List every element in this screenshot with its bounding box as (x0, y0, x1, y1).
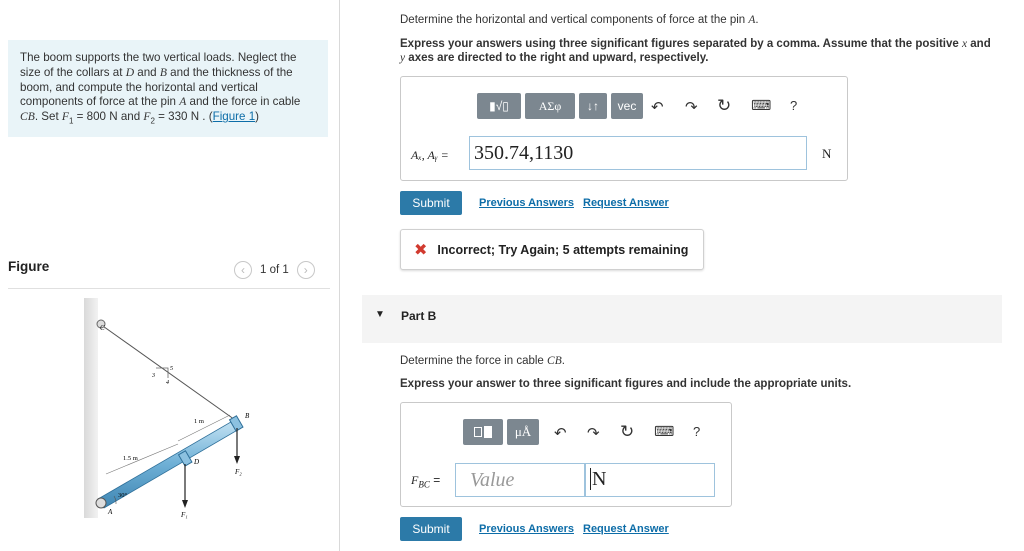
keyboard-icon[interactable]: ⌨ (654, 423, 675, 439)
figure-page-count: 1 of 1 (260, 264, 289, 276)
part-a-instructions-1: Express your answers using three significant figures separated by a comma. Assume that the positive x and (400, 38, 991, 50)
error-x-icon: ✖ (414, 241, 428, 259)
part-b-answer-box (400, 402, 732, 507)
problem-line: boom, and compute the horizontal and vertical (20, 80, 258, 94)
part-a-instructions-2: y axes are directed to the right and upward, respectively. (400, 52, 709, 64)
pin-a (96, 498, 106, 508)
slope-5-label: 5 (170, 366, 173, 372)
part-b-submit-button[interactable]: Submit (400, 517, 462, 541)
templates-button[interactable]: ▮√▯ (477, 93, 521, 119)
part-a-answer-input[interactable]: 350.74,1130 (469, 136, 807, 170)
load-f2-head (234, 456, 240, 464)
boom-figure (80, 296, 270, 526)
part-b-title: Part B (401, 309, 437, 323)
greek-button[interactable]: ΑΣφ (525, 93, 575, 119)
arrows-button[interactable]: ↓↑ (579, 93, 607, 119)
slope-triangle (156, 368, 168, 378)
part-a-feedback (400, 229, 704, 270)
collapse-triangle-icon[interactable]: ▼ (375, 309, 385, 320)
problem-line: The boom supports the two vertical loads. Neglect the (20, 51, 297, 64)
redo-icon[interactable]: ↷ (587, 425, 600, 442)
problem-line: CB. Set $F_1 = 800$ N and $F_2 = 330$ N . (Figure 1) (20, 110, 260, 126)
dim-label-1-5m: 1.5 m (123, 455, 138, 462)
label-d: D (194, 458, 200, 466)
part-a-variable-label: Aₓ, Aᵧ = (411, 148, 449, 162)
keyboard-icon[interactable]: ⌨ (751, 97, 772, 113)
angle-label: 30° (118, 492, 128, 499)
part-b-variable-label: $F_{BC}$ = (411, 473, 441, 490)
undo-icon[interactable]: ↶ (554, 425, 567, 442)
slope-4-label: 4 (166, 380, 169, 386)
reset-icon[interactable]: ↻ (620, 422, 635, 441)
chevron-left-icon[interactable]: ‹ (234, 261, 252, 279)
part-a-answer-box (400, 76, 848, 181)
part-a-prompt: Determine the horizontal and vertical components of force at the pin A. (400, 14, 759, 26)
units-button[interactable]: μÅ (507, 419, 539, 445)
divider (8, 288, 330, 289)
undo-icon[interactable]: ↶ (651, 99, 664, 116)
label-f1: F₁ (181, 511, 188, 519)
label-c: C (100, 324, 105, 332)
part-a-request-answer-link[interactable]: Request Answer (583, 197, 669, 209)
label-f2: F₂ (235, 468, 242, 476)
part-b-request-answer-link[interactable]: Request Answer (583, 523, 669, 535)
load-f1-head (182, 500, 188, 508)
part-b-toolbar (463, 419, 539, 445)
figure-link[interactable]: Figure 1 (212, 110, 256, 124)
part-b-units-input[interactable]: N (585, 463, 715, 497)
figure-pager (234, 261, 315, 279)
figure-heading: Figure (8, 259, 50, 274)
help-icon[interactable]: ? (790, 98, 798, 113)
left-panel (0, 0, 340, 551)
part-b-header[interactable] (362, 295, 1002, 343)
redo-icon[interactable]: ↷ (685, 99, 698, 116)
label-b: B (245, 412, 250, 420)
part-b-prompt: Determine the force in cable CB. (400, 355, 565, 367)
problem-line: size of the collars at D and B and the thickness of the (20, 65, 293, 79)
part-a-previous-answers-link[interactable]: Previous Answers (479, 197, 574, 209)
templates-button[interactable] (463, 419, 503, 445)
label-a: A (108, 508, 113, 516)
help-icon[interactable]: ? (693, 424, 701, 439)
part-a-submit-button[interactable]: Submit (400, 191, 462, 215)
problem-statement (8, 40, 328, 137)
vec-button[interactable]: vec (611, 93, 643, 119)
dim-label-1m: 1 m (194, 418, 204, 425)
part-b-value-input[interactable]: Value (455, 463, 585, 497)
wall (84, 298, 98, 518)
cable-cb (100, 324, 238, 422)
slope-3-label: 3 (152, 373, 155, 379)
part-b-previous-answers-link[interactable]: Previous Answers (479, 523, 574, 535)
reset-icon[interactable]: ↻ (717, 96, 732, 115)
feedback-text: Incorrect; Try Again; 5 attempts remaining (437, 242, 689, 257)
part-a-toolbar (477, 93, 643, 119)
part-a-unit: N (822, 146, 832, 161)
problem-line: components of force at the pin A and the force in cable (20, 95, 301, 109)
chevron-right-icon[interactable]: › (297, 261, 315, 279)
part-b-instructions: Express your answer to three significant figures and include the appropriate units. (400, 378, 852, 390)
